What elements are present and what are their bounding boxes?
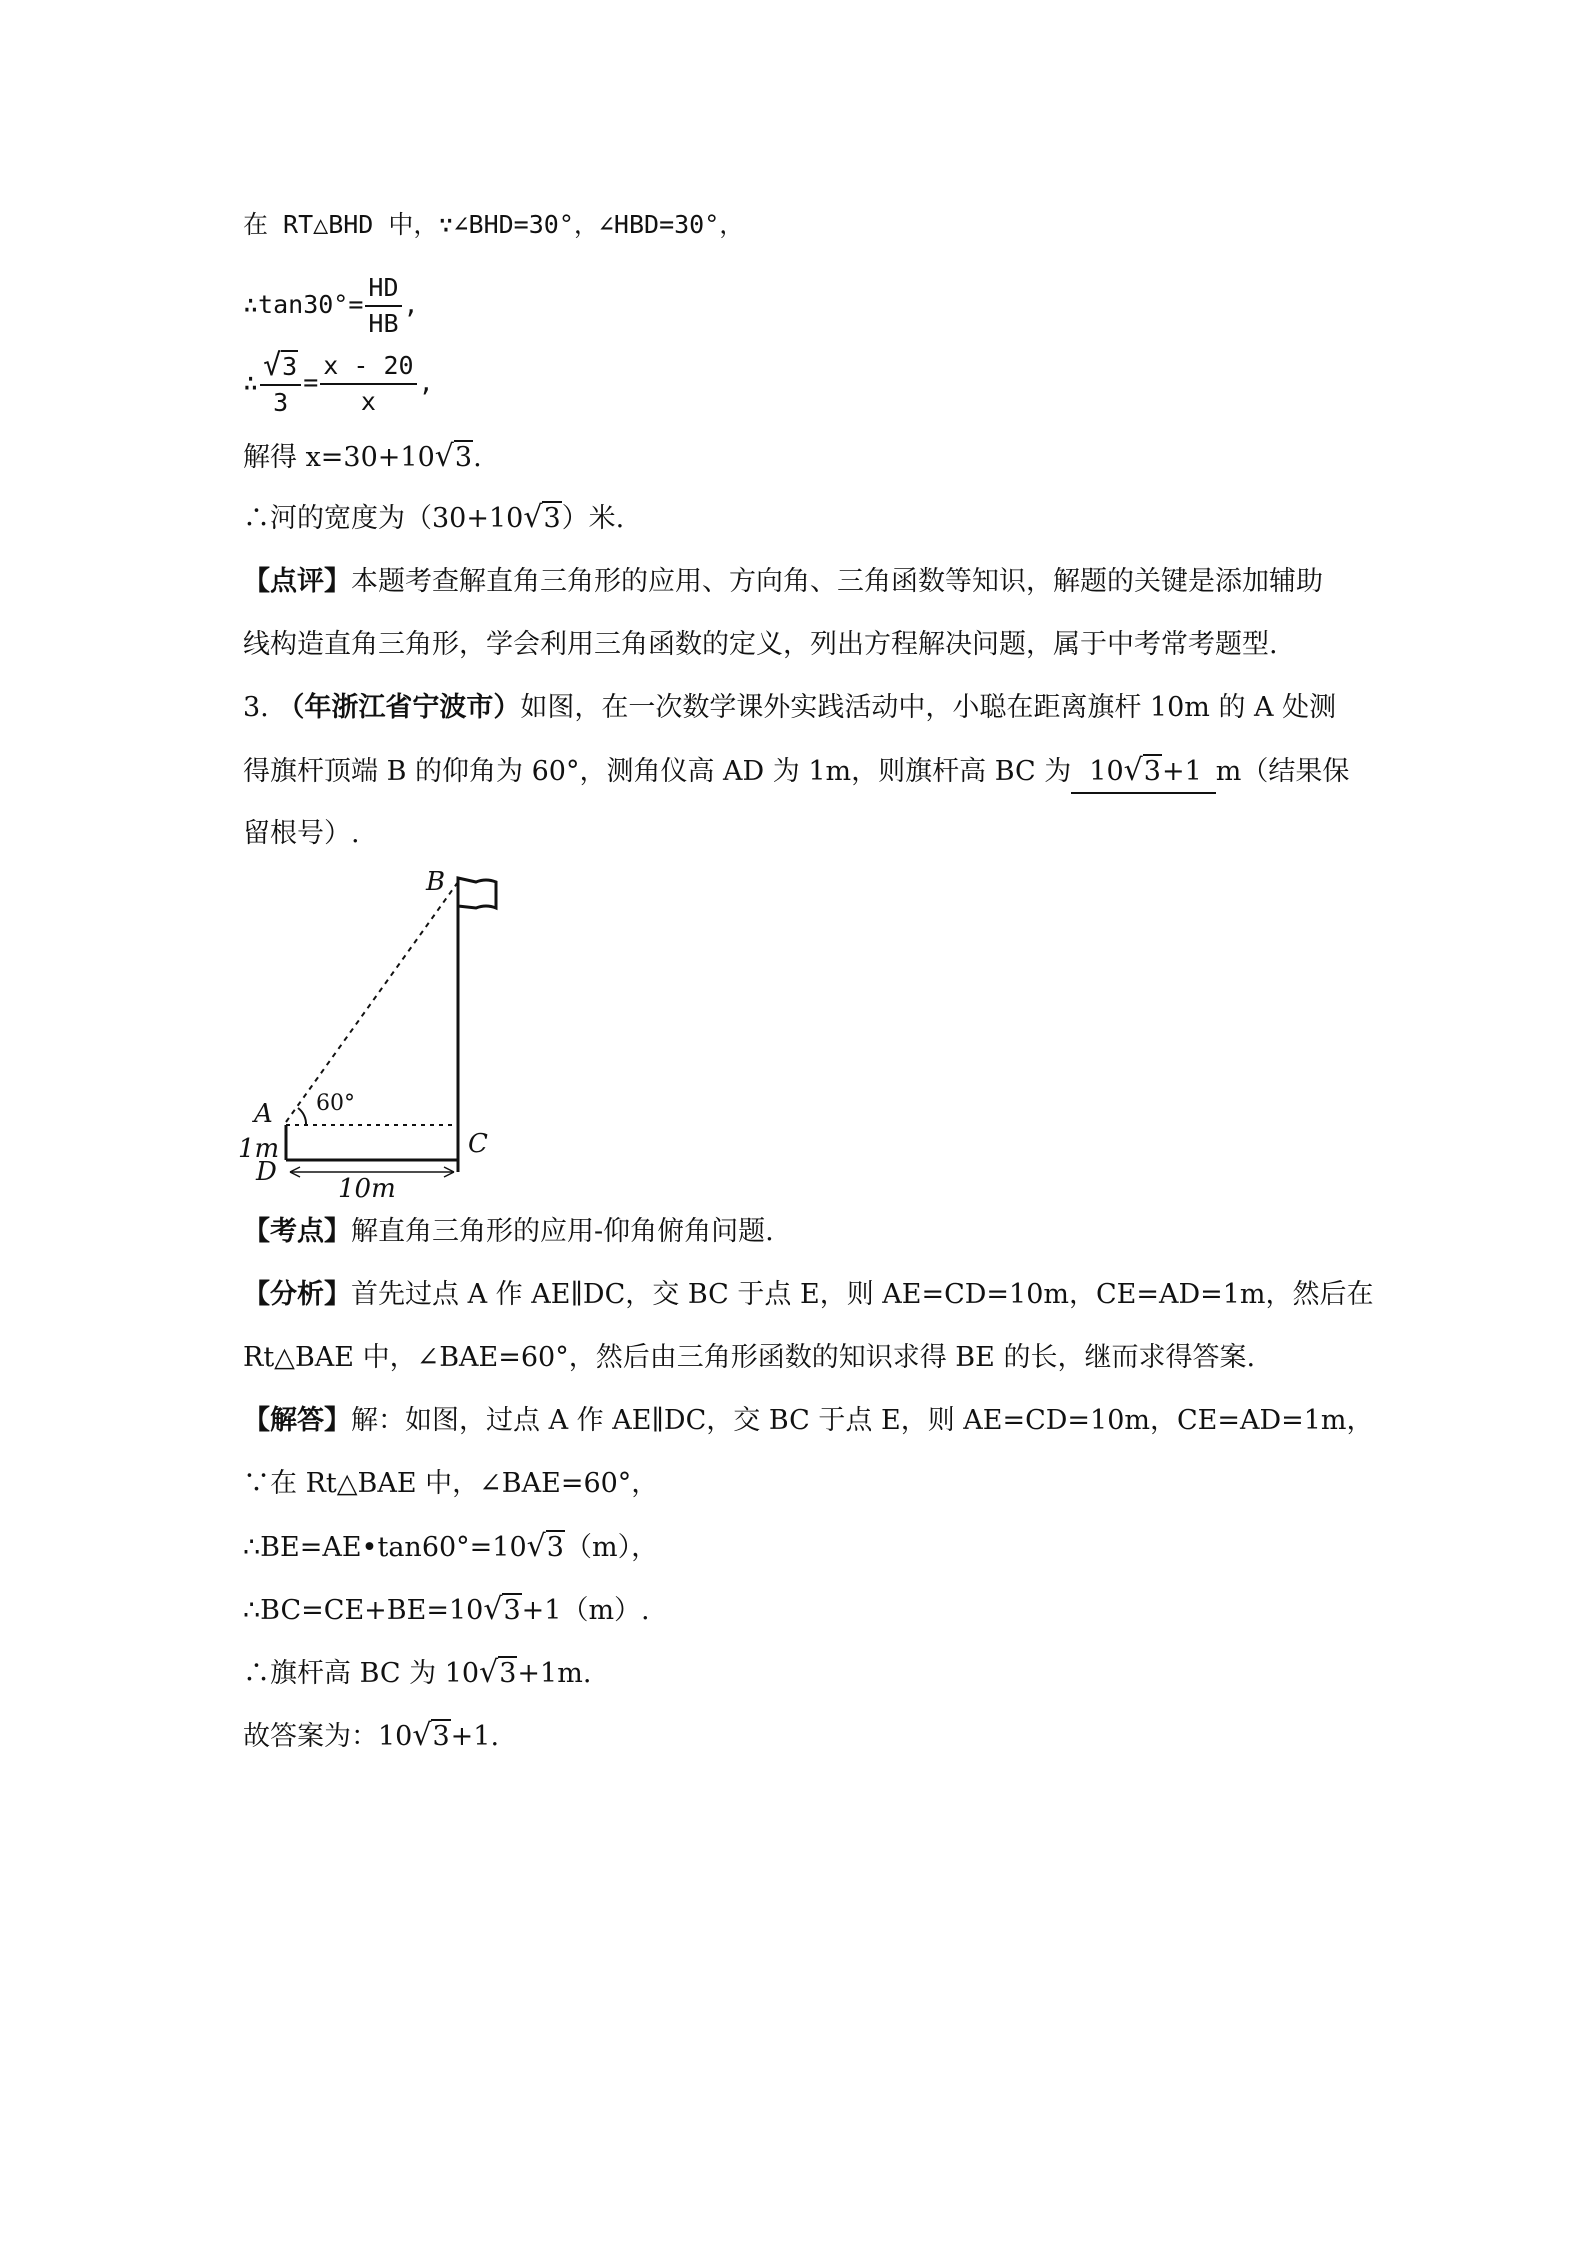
- review-text: 本题考查解直角三角形的应用、方向角、三角函数等知识，解题的关键是添加辅助: [351, 566, 1323, 597]
- fenxi-line-2: Rt△BAE 中，∠BAE=60°，然后由三角形函数的知识求得 BE 的长，继而求得答案.: [243, 1342, 1256, 1373]
- angle-arc: [298, 1108, 306, 1125]
- equals-sign: =: [303, 368, 319, 397]
- question-text: 得旗杆顶端 B 的仰角为 60°，测角仪高 AD 为 1m，则旗杆高 BC 为: [243, 756, 1072, 787]
- text: ）米.: [561, 503, 625, 534]
- jieda-line: [243, 1401, 1374, 1441]
- label-d: D: [256, 1157, 277, 1187]
- fraction-sqrt3-over-3: [260, 349, 301, 420]
- question-source: （年浙江省宁波市）: [277, 692, 521, 723]
- question-3-line-2: [243, 751, 1349, 794]
- text: 故答案为：10: [243, 1721, 413, 1752]
- fraction-denominator: x: [360, 387, 376, 416]
- text: ∴旗杆高 BC 为 10: [243, 1658, 480, 1689]
- fraction-x-minus-20-over-x: [320, 349, 416, 419]
- sqrt-symbol: √3: [412, 1718, 450, 1753]
- label-c: C: [468, 1129, 488, 1159]
- final-answer: [243, 1716, 499, 1757]
- fraction-denominator: HB: [368, 309, 399, 338]
- label-angle: 60°: [316, 1091, 355, 1116]
- question-text: m（结果保: [1215, 756, 1350, 787]
- jieda-text: 解：如图，过点 A 作 AE∥DC，交 BC 于点 E，则 AE=CD=10m，CE=AD=1m，: [351, 1405, 1374, 1436]
- label-height: 1m: [238, 1134, 280, 1164]
- sqrt-symbol: √3: [479, 1655, 517, 1690]
- jieda-tag: 【解答】: [243, 1405, 351, 1436]
- therefore-symbol: ∴: [243, 368, 259, 397]
- line-rt-bhd: 在 RT△BHD 中，∵∠BHD=30°，∠HBD=30°，: [243, 210, 745, 239]
- text: +1m.: [517, 1658, 592, 1689]
- solution-step-4: [243, 1653, 591, 1694]
- sqrt-symbol: √3: [523, 500, 561, 535]
- solution-step-2: [243, 1527, 658, 1568]
- sqrt-symbol: √3: [263, 347, 298, 383]
- text: （m），: [564, 1532, 659, 1563]
- text: 解得 x=30+10: [243, 442, 435, 473]
- sqrt-symbol: √3: [526, 1529, 564, 1564]
- question-number: 3.: [243, 692, 278, 723]
- line-tan30-pre: ∴tan30°=: [243, 290, 364, 319]
- fraction-denominator: 3: [273, 387, 289, 417]
- review-line-1: [243, 562, 1323, 602]
- line-post: ,: [418, 368, 434, 397]
- text: ∴BE=AE•tan60°=10: [243, 1532, 527, 1563]
- fenxi-tag: 【分析】: [243, 1279, 351, 1310]
- line-river-width: [243, 498, 624, 539]
- fraction-numerator: x - 20: [320, 349, 416, 385]
- text: ∴河的宽度为（30+10: [243, 503, 524, 534]
- answer-blank: 10√3+1: [1071, 751, 1215, 794]
- question-text: 如图，在一次数学课外实践活动中，小聪在距离旗杆 10m 的 A 处测: [520, 692, 1337, 723]
- line-sqrt3-equation: [243, 348, 434, 420]
- question-3-line-1: [243, 688, 1336, 728]
- flagpole-figure: [238, 860, 538, 1200]
- text: +1.: [450, 1721, 500, 1752]
- solution-step-1: ∵在 Rt△BAE 中，∠BAE=60°，: [243, 1468, 659, 1499]
- fraction-hd-hb: [365, 271, 401, 341]
- kaodian-text: 解直角三角形的应用-仰角俯角问题.: [351, 1216, 774, 1247]
- text: +1（m）.: [521, 1595, 650, 1626]
- line-solve-x: [243, 437, 482, 478]
- sqrt-symbol: √3: [483, 1592, 521, 1627]
- label-a: A: [254, 1099, 273, 1129]
- fraction-numerator: HD: [365, 271, 401, 307]
- solution-step-3: [243, 1590, 650, 1631]
- line-tan30-post: ,: [403, 290, 419, 319]
- label-b: B: [426, 867, 446, 897]
- question-3-line-3: 留根号）.: [243, 818, 360, 849]
- line-tan30: [243, 270, 419, 341]
- fenxi-line-1: [243, 1275, 1374, 1315]
- flag-shape: [458, 878, 496, 908]
- sqrt-symbol: √3: [434, 439, 473, 474]
- kaodian-tag: 【考点】: [243, 1216, 351, 1247]
- fenxi-text: 首先过点 A 作 AE∥DC，交 BC 于点 E，则 AE=CD=10m，CE=AD=1m，然后在: [351, 1279, 1374, 1310]
- kaodian-line: [243, 1212, 774, 1252]
- review-tag: 【点评】: [243, 566, 351, 597]
- text: ∴BC=CE+BE=10: [243, 1595, 484, 1626]
- sight-line-ab: [286, 882, 458, 1122]
- review-line-2: 线构造直角三角形，学会利用三角函数的定义，列出方程解决问题，属于中考常考题型.: [243, 629, 1278, 660]
- fraction-numerator: [260, 349, 301, 386]
- label-base: 10m: [338, 1174, 396, 1200]
- text: .: [473, 442, 482, 473]
